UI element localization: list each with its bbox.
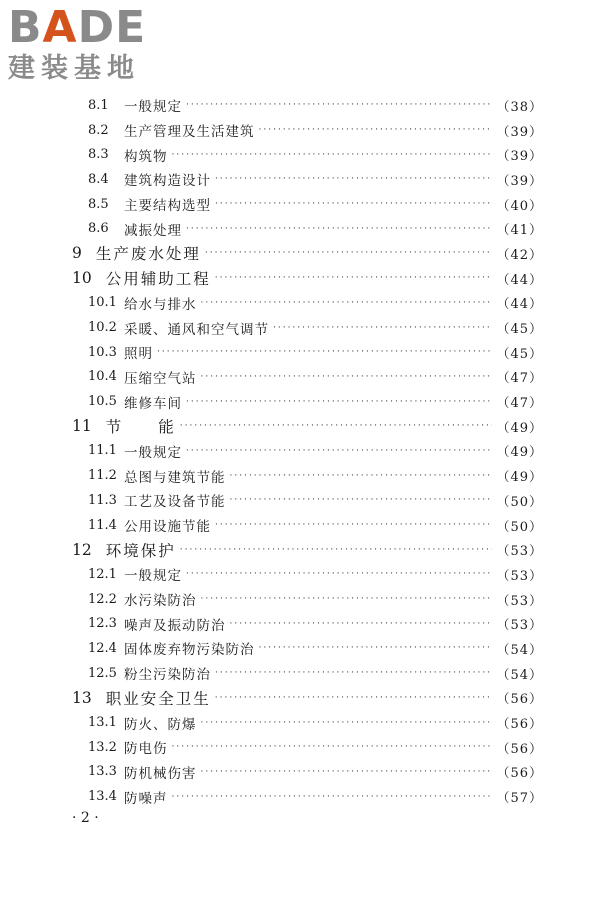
dot-leader	[186, 446, 492, 456]
toc-entry-number: 9	[72, 244, 82, 263]
toc-entry[interactable]	[0, 611, 543, 636]
toc-entry-page: （45）	[496, 322, 543, 338]
toc-entry-number: 8.5	[88, 196, 109, 212]
toc-entry-page: （42）	[496, 247, 543, 263]
dot-leader	[180, 421, 493, 431]
toc-entry-title: 生产废水处理	[95, 245, 201, 264]
toc-entry-page: （50）	[496, 519, 543, 535]
toc-entry-title: 总图与建筑节能	[124, 469, 226, 486]
dot-leader	[201, 718, 493, 728]
toc-entry-number: 10.2	[88, 320, 117, 336]
toc-entry[interactable]	[0, 760, 543, 785]
dot-leader	[205, 248, 493, 258]
toc-entry-page: （44）	[496, 272, 543, 288]
toc-entry-title: 环境保护	[105, 541, 176, 560]
toc-entry-page: （38）	[496, 99, 543, 115]
logo-letter: B	[8, 2, 43, 53]
dot-leader	[215, 668, 492, 678]
brand-logo	[8, 4, 178, 84]
toc-entry-title: 职业安全卫生	[105, 689, 211, 708]
toc-entry[interactable]	[0, 537, 543, 562]
toc-entry-title: 一般规定	[124, 444, 182, 461]
dot-leader	[215, 520, 492, 530]
toc-entry-title: 防机械伤害	[124, 765, 197, 782]
toc-entry-number: 10.3	[88, 344, 117, 360]
toc-entry-page: （49）	[496, 470, 543, 486]
toc-entry-page: （41）	[496, 223, 543, 239]
toc-entry-title: 公用设施节能	[124, 519, 211, 536]
toc-entry-number: 8.4	[88, 171, 109, 187]
table-of-contents	[0, 93, 600, 809]
toc-entry[interactable]	[0, 291, 543, 316]
dot-leader	[180, 545, 493, 555]
toc-entry-page: （45）	[496, 346, 543, 362]
toc-entry-title: 照明	[124, 346, 153, 363]
toc-entry-page: （49）	[496, 445, 543, 461]
dot-leader	[215, 199, 492, 209]
toc-entry[interactable]	[0, 118, 543, 143]
dot-leader	[186, 569, 492, 579]
toc-entry[interactable]	[0, 142, 543, 167]
toc-entry[interactable]	[0, 389, 543, 414]
toc-entry[interactable]	[0, 710, 543, 735]
toc-entry[interactable]	[0, 439, 543, 464]
toc-entry-number: 13	[72, 688, 92, 707]
toc-entry[interactable]	[0, 513, 543, 538]
toc-entry-page: （53）	[496, 618, 543, 634]
toc-entry[interactable]	[0, 192, 543, 217]
toc-entry[interactable]	[0, 686, 543, 711]
toc-entry-title: 工艺及设备节能	[124, 494, 226, 511]
toc-entry-title: 防电伤	[124, 741, 168, 758]
toc-entry-number: 11.2	[88, 468, 117, 484]
toc-entry-page: （53）	[496, 593, 543, 609]
toc-entry-title: 固体废弃物污染防治	[124, 642, 255, 659]
toc-entry-number: 12.5	[88, 665, 117, 681]
toc-entry-number: 11.1	[88, 443, 117, 459]
toc-entry-number: 11.4	[88, 517, 117, 533]
toc-entry-title: 生产管理及生活建筑	[124, 124, 255, 141]
toc-entry[interactable]	[0, 414, 543, 439]
dot-leader	[215, 174, 492, 184]
toc-entry-title: 一般规定	[124, 568, 182, 585]
toc-entry-number: 12.1	[88, 566, 117, 582]
toc-entry-title: 压缩空气站	[124, 370, 197, 387]
dot-leader	[201, 372, 493, 382]
toc-entry-number: 11.3	[88, 492, 117, 508]
toc-entry-number: 13.4	[88, 789, 117, 805]
toc-entry[interactable]	[0, 365, 543, 390]
toc-entry-number: 10	[72, 269, 92, 288]
toc-entry-number: 10.1	[88, 295, 117, 311]
toc-entry-page: （39）	[496, 149, 543, 165]
dot-leader	[186, 224, 492, 234]
dot-leader	[230, 471, 493, 481]
dot-leader	[201, 298, 493, 308]
toc-entry-number: 10.4	[88, 369, 117, 385]
toc-entry[interactable]	[0, 167, 543, 192]
toc-entry-page: （47）	[496, 396, 543, 412]
toc-entry-title: 节 能	[105, 418, 176, 437]
toc-entry-page: （53）	[496, 568, 543, 584]
toc-entry[interactable]	[0, 562, 543, 587]
page-number: · 2 ·	[72, 810, 99, 826]
toc-entry-number: 11	[72, 417, 92, 436]
toc-entry[interactable]	[0, 216, 543, 241]
toc-entry-number: 12.4	[88, 640, 117, 656]
toc-entry-title: 建筑构造设计	[124, 173, 211, 190]
logo-accent-letter: A	[42, 2, 78, 53]
toc-entry[interactable]	[0, 636, 543, 661]
toc-entry[interactable]	[0, 266, 543, 291]
toc-entry-title: 防噪声	[124, 790, 168, 807]
toc-entry-page: （54）	[496, 667, 543, 683]
toc-entry-title: 粉尘污染防治	[124, 667, 211, 684]
toc-entry-number: 12	[72, 540, 92, 559]
toc-entry-page: （56）	[496, 717, 543, 733]
logo-wordmark	[8, 4, 178, 52]
toc-entry-page: （47）	[496, 371, 543, 387]
toc-entry-page: （40）	[496, 198, 543, 214]
toc-entry-page: （57）	[496, 791, 543, 807]
toc-entry-page: （56）	[496, 766, 543, 782]
toc-entry-title: 防火、防爆	[124, 716, 197, 733]
toc-entry-title: 给水与排水	[124, 296, 197, 313]
toc-entry-number: 13.1	[88, 715, 117, 731]
dot-leader	[215, 693, 493, 703]
toc-entry-page: （56）	[496, 741, 543, 757]
toc-entry-number: 8.6	[88, 221, 109, 237]
dot-leader	[201, 594, 493, 604]
toc-entry[interactable]	[0, 315, 543, 340]
toc-entry-title: 噪声及振动防治	[124, 617, 226, 634]
toc-entry[interactable]	[0, 661, 543, 686]
toc-entry-number: 13.2	[88, 739, 117, 755]
dot-leader	[186, 397, 492, 407]
toc-entry-title: 一般规定	[124, 99, 182, 116]
toc-entry-title: 公用辅助工程	[105, 270, 211, 289]
dot-leader	[230, 495, 493, 505]
toc-entry[interactable]	[0, 735, 543, 760]
toc-entry[interactable]	[0, 587, 543, 612]
toc-entry-page: （39）	[496, 173, 543, 189]
toc-entry-page: （50）	[496, 494, 543, 510]
logo-subtitle: 建装基地	[8, 53, 140, 84]
toc-entry[interactable]	[0, 93, 543, 118]
toc-entry-page: （44）	[496, 297, 543, 313]
toc-entry[interactable]	[0, 340, 543, 365]
dot-leader	[172, 792, 493, 802]
toc-entry[interactable]	[0, 784, 543, 809]
dot-leader	[157, 347, 492, 357]
toc-entry-number: 8.1	[88, 97, 109, 113]
dot-leader	[259, 643, 493, 653]
toc-entry-number: 13.3	[88, 764, 117, 780]
toc-entry-number: 12.2	[88, 591, 117, 607]
toc-entry-title: 采暖、通风和空气调节	[124, 321, 269, 338]
dot-leader	[186, 100, 492, 110]
toc-entry-title: 构筑物	[124, 148, 168, 165]
dot-leader	[273, 323, 492, 333]
toc-entry-title: 维修车间	[124, 395, 182, 412]
toc-entry-number: 10.5	[88, 394, 117, 410]
dot-leader	[201, 767, 493, 777]
toc-entry-number: 12.3	[88, 616, 117, 632]
logo-letters: DE	[77, 2, 147, 53]
toc-entry-page: （53）	[496, 544, 543, 560]
toc-entry[interactable]	[0, 463, 543, 488]
toc-entry-page: （54）	[496, 642, 543, 658]
toc-entry[interactable]	[0, 241, 543, 266]
dot-leader	[259, 125, 493, 135]
dot-leader	[215, 273, 493, 283]
toc-entry-title: 水污染防治	[124, 593, 197, 610]
dot-leader	[172, 150, 493, 160]
toc-entry-title: 减振处理	[124, 222, 182, 239]
toc-entry-number: 8.2	[88, 122, 109, 138]
toc-entry-page: （56）	[496, 692, 543, 708]
toc-entry-page: （49）	[496, 420, 543, 436]
toc-entry-page: （39）	[496, 124, 543, 140]
toc-entry[interactable]	[0, 488, 543, 513]
toc-entry-title: 主要结构选型	[124, 198, 211, 215]
dot-leader	[230, 619, 493, 629]
dot-leader	[172, 742, 493, 752]
toc-entry-number: 8.3	[88, 147, 109, 163]
